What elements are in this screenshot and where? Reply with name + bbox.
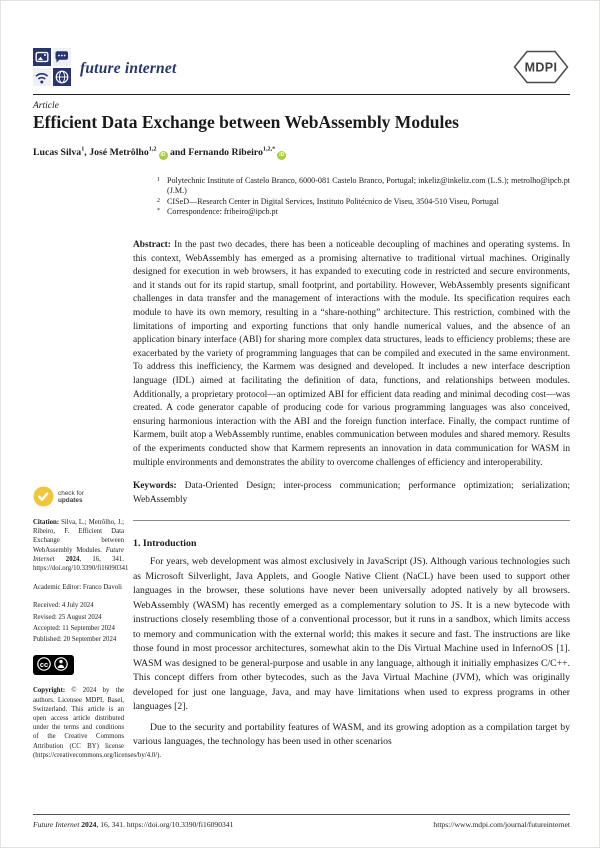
revised-date: Revised: 25 August 2024 [33,613,102,621]
by-glyph: BY [58,670,64,676]
author-3: Fernando Ribeiro [188,147,263,158]
correspondence-marker: * [157,208,160,215]
citation-volume-pages: , 16, 341. [79,555,124,563]
footer-year: 2024 [81,820,97,829]
affiliation-marker: 1 [157,177,160,183]
citation-label: Citation: [33,519,60,526]
cc-glyph: cc [39,660,49,670]
author-1: Lucas Silva [33,147,82,158]
accepted-date: Accepted: 11 September 2024 [33,624,115,632]
citation-text: Silva, L.; Metrôlho, J.; Ribeiro, F. Efficient Data Exchange between WebAssembly Modules. [33,519,124,554]
affiliations-block [157,176,570,218]
page-footer [33,814,570,829]
journal-name: future internet [80,60,177,77]
keywords-divider [133,520,570,521]
copyright-block [33,686,162,760]
keywords-text: Data-Oriented Design; inter-process communication; performance optimization; serialization; WebAssembly [133,481,570,505]
mdpi-logo [512,49,570,90]
received-date: Received: 4 July 2024 [33,602,94,610]
author-3-affil-sup: 1,2,* [262,145,276,153]
citation-year: 2024 [65,555,80,563]
article-type-label: Article [33,101,59,111]
academic-editor: Academic Editor: Franco Davoli [33,584,122,592]
affiliation-row [157,176,570,197]
journal-logo-icon [33,48,71,91]
author-1-affil-sup: 1 [81,145,85,153]
author-separator: and [167,147,189,158]
affiliation-row [157,197,570,207]
copyright-label: Copyright: [33,687,66,695]
intro-paragraph-1: For years, web development was almost exclusively in JavaScript (JS). Although various technologies such as Microsoft Silverlight, Java Applets, and Google Native Client (NaCL) have been used to support other languages in the browser, these solutions have never been universally adopted natively by all browsers. WebAssembly (WASM) has recently emerged as a complementary solution to JS. It is a new bytecode with instructions closely resembling those of a conventional processor, but it runs in a sandbox, which limits access to memory and communication with the external world; this makes it secure and fast. The instructions are like those found in most processor architectures, somewhat akin to the Dis Virtual Machine used in InfernoOS [1]. WASM was designed to be general-purpose and usable in any language, although it initially emphasizes C/C++. This concept differs from other bytecodes, such as the Java Virtual Machine (JVM), which was originally developed for just one language, Java, and may have limitations when used to express programs in other languages [2]. [133,556,570,713]
footer-journal-url[interactable]: https://www.mdpi.com/journal/futureinternet [433,820,570,829]
abstract-label: Abstract: [133,240,171,250]
mdpi-logo-text: MDPI [524,60,558,74]
citation-journal: Future Internet [33,546,124,563]
main-column [133,239,570,750]
section-heading-introduction: 1. Introduction [133,538,197,550]
check-badge-label [58,491,84,505]
check-badge-line2: updates [58,497,83,504]
intro-paragraph-2: Due to the security and portability features of WASM, and its growing adoption as a compilation target by various languages, the technology has been used in other scenarios [133,721,570,748]
abstract-text: In the past two decades, there has been a noticeable decoupling of machines and operating systems. In this context, WebAssembly has emerged as a promising alternative to traditional virtual machines. Originally designed for execution in web browsers, it has expanded to executing code in restricted and secure environments, and it stands out for its rapid startup, small footprint, and portability. However, WebAssembly presents significant challenges in data transfer and the management of interactions with the module. Its specification requires each module to have its own memory, resulting in a “share-nothing” architecture. This restriction, combined with the limitations of importing and exporting functions that only handle numerical values, and the absence of an application binary interface (ABI) for sharing more complex data structures, leads to efficiency problems; these are exacerbated by the variety of programming languages that can be compiled and executed in the same environment. To address this inefficiency, the Karmem was designed and developed. It includes a new interface description language (IDL) aimed at facilitating the definition of data, functions, and relationships between modules. Additionally, a proprietary protocol—an optimized ABI for efficient data reading and minimal decoding cost—was created. A code generator capable of producing code for various programming languages was also conceived, ensuring harmonious interaction with the ABI and the foreign function interface. Finally, the compact runtime of Karmem, built atop a WebAssembly runtime, enables communication between modules and shared memory. Results of the experiments conducted show that Karmem represents an innovation in data communication for WASM in multiple environments and demonstrates the ability to overcome challenges of efficiency and interoperability. [133,240,570,468]
keywords-label: Keywords: [133,481,177,492]
orcid-icon[interactable]: iD [160,152,166,158]
page-header [33,44,570,95]
author-separator: , [84,147,90,158]
author-2-affil-sup: 1,2 [148,145,157,153]
correspondence-text: Correspondence: fribeiro@ipcb.pt [167,207,278,217]
footer-doi-link[interactable]: https://doi.org/10.3390/fi16090341 [126,820,234,829]
author-line [33,147,570,160]
affiliation-row [157,207,570,217]
history-dates [33,601,124,644]
affiliation-text: Polytechnic Institute of Castelo Branco, 6000-081 Castelo Branco, Portugal; inkeliz@inkeliz.com (L.S.); metrolho@ipcb.pt (J.M.) [167,176,570,196]
footer-volume-pages: , 16, 341. [96,820,125,829]
journal-brand [33,48,176,91]
cc-by-license-badge[interactable] [33,655,124,678]
author-2: José Metrôlho [89,147,149,158]
left-sidebar [33,487,162,760]
published-date: Published: 20 September 2024 [33,636,117,644]
page-title: Efficient Data Exchange between WebAssembly Modules [33,112,459,132]
footer-journal: Future Internet [33,820,80,829]
citation-block [33,518,129,573]
affiliation-marker: 2 [157,197,160,204]
orcid-icon[interactable]: iD [279,152,285,158]
check-for-updates-badge[interactable] [33,487,124,509]
keywords [133,480,570,507]
copyright-text: © 2024 by the authors. Licensee MDPI, Basel, Switzerland. This article is an open access article distributed under the terms and conditions of the Creative Commons Attribution (CC BY) license (https://creativecommons.org/licenses/by/4.0/). [33,687,162,759]
abstract [133,239,570,470]
footer-citation [33,820,233,829]
affiliation-text: CISeD—Research Center in Digital Services, Instituto Politécnico de Viseu, 3504-510 Viseu, Portugal [167,196,499,206]
check-badge-line1: check for [58,490,84,498]
citation-doi-link[interactable]: https://doi.org/10.3390/fi16090341 [33,565,129,573]
check-icon [33,486,54,510]
